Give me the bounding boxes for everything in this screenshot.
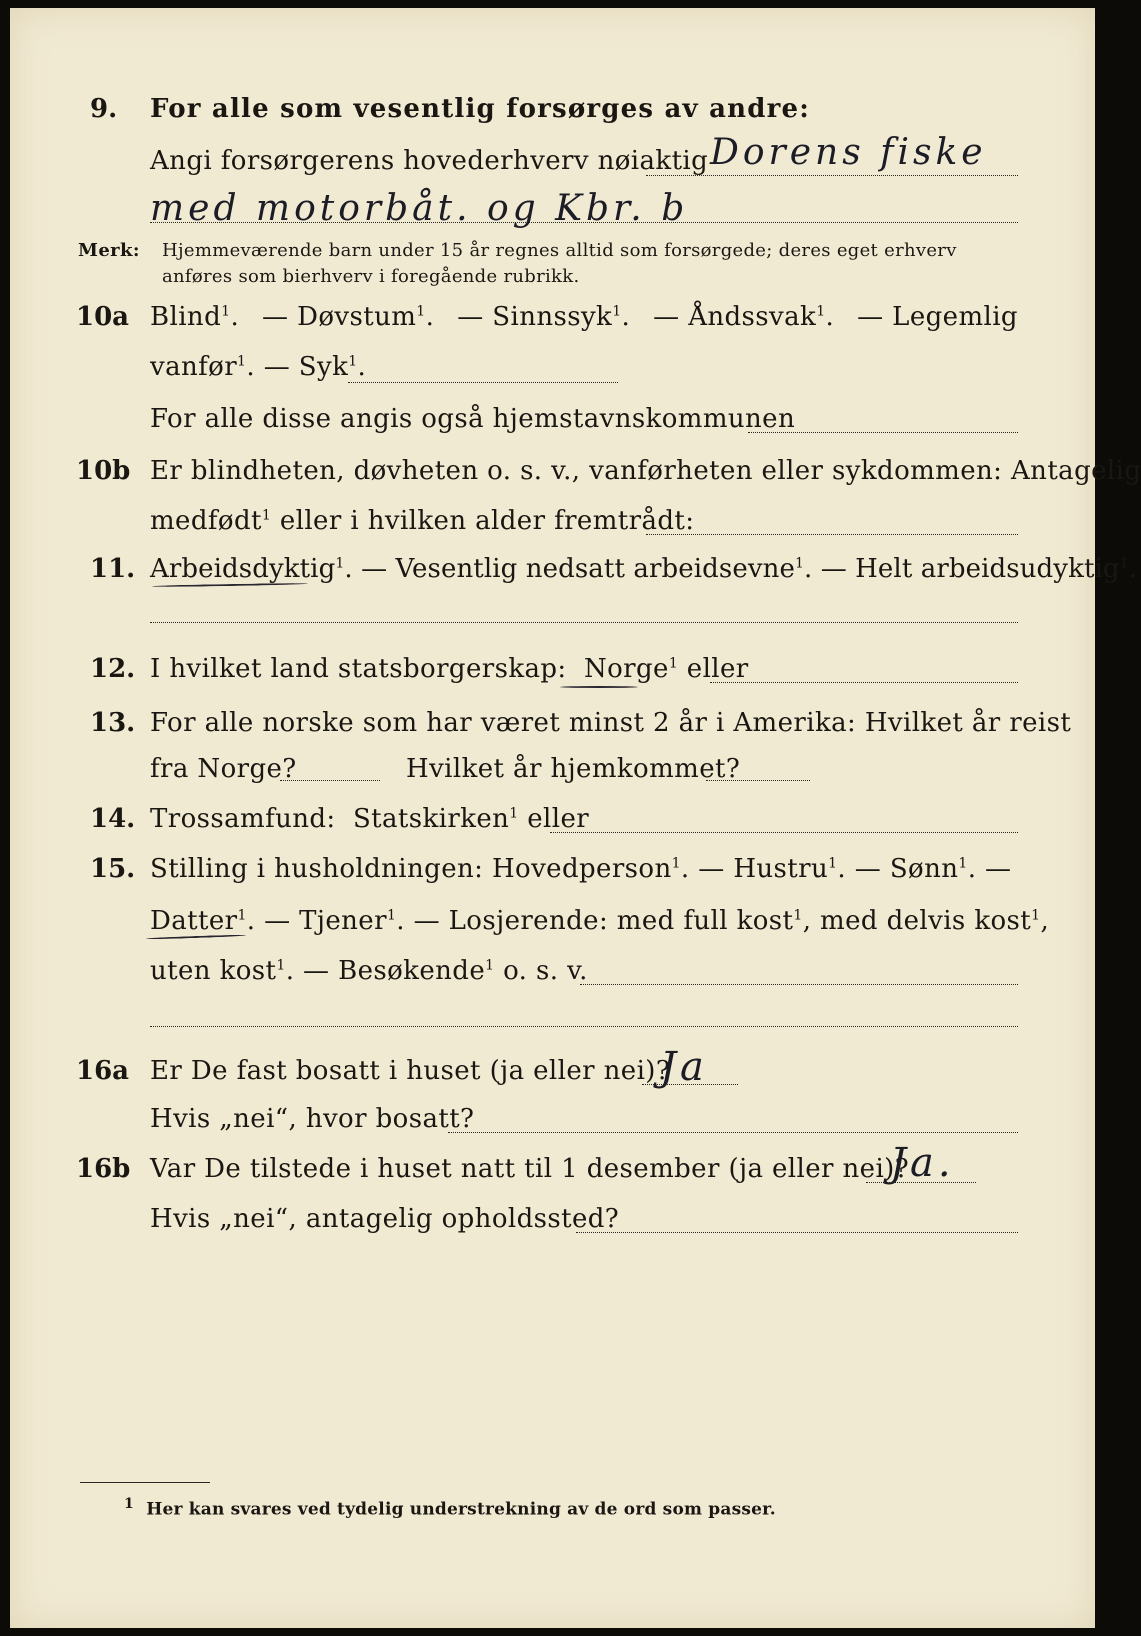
q9-handwritten-answer-2: med motorbåt. og Kbr. b xyxy=(150,188,689,229)
q15-line-3: uten kost$^1$. — Besøkende$^1$ o. s. v. xyxy=(150,956,588,986)
q10b-alder-label: eller i hvilken alder fremtrådt: xyxy=(279,506,695,536)
q16a-answer-line xyxy=(642,1084,738,1085)
q13-hjemkommet-answer-line xyxy=(706,780,810,781)
q12-line: I hvilket land statsborgerskap: Norge$^1$ eller xyxy=(150,654,749,684)
q15-answer-line xyxy=(580,984,1018,985)
q11-line: Arbeidsdyktig$^1$. — Vesentlig nedsatt arbeidsevne$^1$. — Helt arbeidsudyktig$^1$. xyxy=(150,554,1138,584)
q12-answer-line xyxy=(710,682,1018,683)
q13-reist-label: fra Norge? xyxy=(150,754,297,784)
question-number-12: 12. xyxy=(90,654,136,684)
q13-hjemkommet-label: Hvilket år hjemkommet? xyxy=(406,754,741,784)
q9-handwritten-answer-1: Dorens fiske xyxy=(710,132,987,173)
question-number-9: 9. xyxy=(90,94,118,124)
footnote-rule xyxy=(80,1482,210,1483)
underline-norge xyxy=(560,686,638,688)
q16a-hvis-nei-label: Hvis „nei“, hvor bosatt? xyxy=(150,1104,475,1134)
q16a-question: Er De fast bosatt i huset (ja eller nei)? xyxy=(150,1056,671,1086)
q16b-answer-line xyxy=(866,1182,976,1183)
merk-text-1: Hjemmeværende barn under 15 år regnes alltid som forsørgede; deres eget erhverv xyxy=(162,240,957,261)
q10b-line-2: medfødt$^1$ eller i hvilken alder fremtrådt: xyxy=(150,506,695,536)
q10a-line-3: For alle disse angis også hjemstavnskommunen xyxy=(150,404,796,434)
merk-text-2: anføres som bierhverv i foregående rubrikk. xyxy=(162,266,580,287)
q10a-line-2: vanfør$^1$. — Syk$^1$. xyxy=(150,352,367,382)
option-norge: Norge xyxy=(583,654,669,684)
option-nedsatt: . — Vesentlig nedsatt arbeidsevne xyxy=(344,554,795,584)
q13-line-1: For alle norske som har været minst 2 år i Amerika: Hvilket år reist xyxy=(150,708,1072,738)
q12-label: I hvilket land statsborgerskap: xyxy=(150,654,567,684)
footnote xyxy=(124,1496,776,1520)
merk-label: Merk: xyxy=(78,240,140,261)
question-number-10a: 10a xyxy=(76,302,130,332)
census-form-page xyxy=(10,8,1141,1628)
option-udyktig: . — Helt arbeidsudyktig xyxy=(803,554,1120,584)
option-vanfor: vanfør xyxy=(150,352,238,382)
question-number-15: 15. xyxy=(90,854,136,884)
q9-heading: For alle som vesentlig forsørges av andre: xyxy=(150,94,811,124)
question-number-11: 11. xyxy=(90,554,136,584)
option-sinnssyk: — Sinnssyk xyxy=(457,302,613,332)
option-blind: Blind xyxy=(150,302,222,332)
q16b-handwritten-answer: Ja. xyxy=(890,1140,955,1186)
q10a-line-1: Blind$^1$. — Døvstum$^1$. — Sinnssyk$^1$. — Åndssvak$^1$. — Legemlig xyxy=(150,302,1018,332)
option-statskirken: Statskirken xyxy=(352,804,510,834)
option-syk: — Syk xyxy=(263,352,349,382)
question-number-16a: 16a xyxy=(76,1056,130,1086)
option-andssvak: — Åndssvak xyxy=(653,302,817,332)
q14-line: Trossamfund: Statskirken$^1$ eller xyxy=(150,804,590,834)
q16a-handwritten-answer: Ja xyxy=(660,1044,708,1090)
q15-line-2: Datter$^1$. — Tjener$^1$. — Losjerende: med full kost$^1$, med delvis kost$^1$, xyxy=(150,906,1050,936)
q10a-answer-line xyxy=(348,382,618,383)
q9-answer-line xyxy=(646,175,1018,176)
footnote-mark: 1 xyxy=(124,1496,134,1512)
q9-label: Angi forsørgerens hovederhverv nøiaktig xyxy=(150,146,709,176)
q16b-hvis-nei-label: Hvis „nei“, antagelig opholdssted? xyxy=(150,1204,620,1234)
option-datter: Datter xyxy=(150,906,238,936)
q13-reist-answer-line xyxy=(280,780,380,781)
q14-label: Trossamfund: xyxy=(150,804,336,834)
question-number-10b: 10b xyxy=(76,456,131,486)
q10b-line-1: Er blindheten, døvheten o. s. v., vanførheten eller sykdommen: Antagelig xyxy=(150,456,1141,486)
q14-answer-line xyxy=(550,832,1018,833)
q16b-question: Var De tilstede i huset natt til 1 desember (ja eller nei)? xyxy=(150,1154,910,1184)
q10b-answer-line xyxy=(646,534,1018,535)
q11-answer-line xyxy=(150,622,1018,623)
option-legemlig: — Legemlig xyxy=(857,302,1018,332)
option-dovstum: — Døvstum xyxy=(262,302,417,332)
q16a-hvis-nei-line xyxy=(448,1132,1018,1133)
option-arbeidsdyktig: Arbeidsdyktig xyxy=(150,554,336,584)
option-medfodt: medfødt xyxy=(150,506,262,536)
q15-line-1: Stilling i husholdningen: Hovedperson$^1$. — Hustru$^1$. — Sønn$^1$. — xyxy=(150,854,1012,884)
q9-answer-line-2 xyxy=(150,222,1018,223)
q15-answer-line-2 xyxy=(150,1026,1018,1027)
question-number-14: 14. xyxy=(90,804,136,834)
question-number-13: 13. xyxy=(90,708,136,738)
question-number-16b: 16b xyxy=(76,1154,131,1184)
footnote-text: Her kan svares ved tydelig understrekning av de ord som passer. xyxy=(146,1499,776,1520)
q16b-hvis-nei-line xyxy=(576,1232,1018,1233)
q10a-hjemstavn-line xyxy=(748,432,1018,433)
